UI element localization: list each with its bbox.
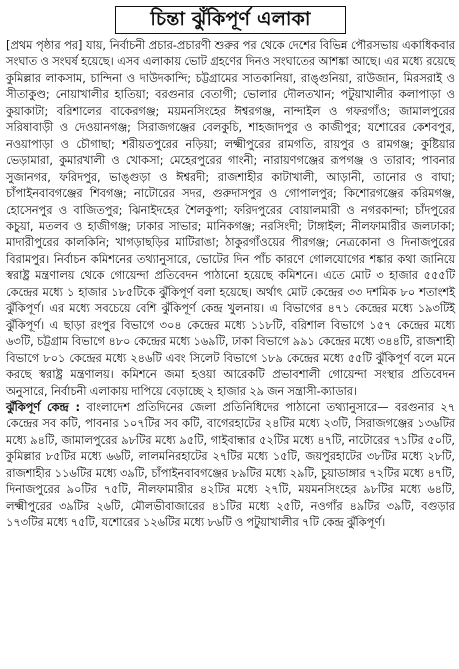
paragraph-1-text: যায়, নির্বাচনী প্রচার-প্রচারণী শুরুর পর থেকে দেশের বিভিন্ন পৌরসভায় একাধিকবার সংঘাত ও সংঘর্ষ হয়েছে। এসব এলাকায় ভোট গ্রহণের দিনও সংঘাতের আশঙ্কা আছে। এর মধ্যে রয়েছে কুমিল্লার লাকসাম, চান্দিনা ও দাউদকান্দি; চট্টগ্রামের সাতকানিয়া, রাঙ্গুনিয়া, রাউজান, মিরসরাই ও সীতাকুণ্ড; নোয়াখালীর হাতিয়া; বরগুনার বেতাগী; ভোলার দৌলতখান; পটুয়াখালীর কলাপাড়া ও কুয়াকাটা; বরিশালের বাকেরগঞ্জ; ময়মনসিংহের ঈশ্বরগঞ্জ, নান্দাইল ও গফরগাঁও; জামালপুরের সরিষাবাড়ী ও দেওয়ানগঞ্জ; সিরাজগঞ্জের বেলকুচি, শাহজাদপুর ও কাজীপুর; যশোরের কেশবপুর, নওয়াপাড়া ও চৌগাছা; শরীয়তপুরের নড়িয়া; লক্ষ্মীপুরের রামগতি, রায়পুর ও রামগঞ্জ; কুষ্টিয়ার ভেড়ামারা, কুমারখালী ও খোকসা; মেহেরপুরের গাংনী; নারায়ণগঞ্জের রূপগঞ্জ ও তারাব; পাবনার সুজানগর, ফরিদপুর, ভাঙ্গুড়া ও ঈশ্বরদী; রাজশাহীর কাটাখালী, আড়ানী, তানোর ও বাঘা; চাঁপাইনবাবগঞ্জের শিবগঞ্জ; নাটোরের সদর, গুরুদাসপুর ও গোপালপুর; কিশোরগঞ্জের করিমগঞ্জ, হোসেনপুর ও বাজিতপুর; ঝিনাইদহের শৈলকুপা; ফরিদপুরের বোয়ালমারী ও নগরকান্দা; চাঁদপুরের কচুয়া, মতলব ও হাজীগঞ্জ; ঢাকার সাভার; মানিকগঞ্জ; নরসিংদী; টাঙ্গাইল; নীলফামারীর জলঢাকা; মাদারীপুরের কালকিনি; খাগড়াছড়ির মাটিরাঙা; ঠাকুরগাঁওয়ের পীরগঞ্জ; নেত্রকোনা ও দিনাজপুরের বিরামপুর। নির্বাচন কমিশনের তথ্যানুসারে, ভোটের দিন পাঁচ কারণে গোলযোগের শঙ্কার কথা জানিয়ে স্বরাষ্ট্র মন্ত্রণালয় থেকে গোয়েন্দা প্রতিবেদন পাঠানো হয়েছে কমিশনে। এতে মোট ৩ হাজার ৫৫৫টি কেন্দ্রের মধ্যে ১ হাজার ১৮৫টিকে ঝুঁকিপূর্ণ বলা হয়েছে। অর্থাৎ মোট কেন্দ্রের ৩৩ দশমিক ৮০ শতাংশই ঝুঁকিপূর্ণ। এর মধ্যে সবচেয়ে বেশি ঝুঁকিপূর্ণ কেন্দ্র খুলনায়। এ বিভাগের ৪৭১ কেন্দ্রের মধ্যে ১৯৩টিই ঝুঁকিপূর্ণ। এ ছাড়া রংপুর বিভাগে ৩০৪ কেন্দ্রের মধ্যে ১১৮টি, বরিশাল বিভাগে ১৫৭ কেন্দ্রের মধ্যে ৬৩টি, চট্টগ্রাম বিভাগে ৪৮০ কেন্দ্রের মধ্যে ১৬৯টি, ঢাকা বিভাগে ৯৯১ কেন্দ্রের মধ্যে ৩৪৪টি, রাজশাহী বিভাগে ৮০১ কেন্দ্রের মধ্যে ২৪৬টি এবং সিলেট বিভাগে ১৮৯ কেন্দ্রের মধ্যে ৫৫টি ঝুঁকিপূর্ণ বলে মনে করছে স্বরাষ্ট্র মন্ত্রণালয়। কমিশনে জমা হওয়া আরেকটি প্রভাবশালী গোয়েন্দা সংস্থার প্রতিবেদন অনুসারে, নির্বাচনী এলাকায় দাপিয়ে বেড়াচ্ছে ২ হাজার ২৯ জন সন্ত্রাসী-ক্যাডার।	[6, 39, 455, 398]
paragraph-2-text: বাংলাদেশ প্রতিদিনের জেলা প্রতিনিধিদের পাঠানো তথ্যানুসারে— বরগুনার ২৭ কেন্দ্রের সব কটি, পাবনার ১০৭টির সব কটি, বাগেরহাটের ২৪টির মধ্যে ২৩টি, সিরাজগঞ্জের ১৩৬টির মধ্যে ৯৪টি, জামালপুরের ৯৮টির মধ্যে ৯৫টি, গাইবান্ধার ৫২টির মধ্যে ৪৭টি, নাটোরের ৭১টির ৫০টি, কুমিল্লার ৮৫টির মধ্যে ৬৬টি, লালমনিরহাটের ২৭টির মধ্যে ১৫টি, জয়পুরহাটের ৩৮টির মধ্যে ২৮টি, রাজশাহীর ১১৬টির মধ্যে ৩৯টি, চাঁপাইনবাবগঞ্জের ৮৯টির মধ্যে ২৯টি, চুয়াডাঙ্গার ৭২টির মধ্যে ৪৭টি, দিনাজপুরের ৯০টির ৭৫টি, নীলফামারীর ৪২টির মধ্যে ২৭টি, ময়মনসিংহের ৯৮টির মধ্যে ৬৪টি, লক্ষ্মীপুরের ৩৯টির ২৬টি, মৌলভীবাজারের ৪১টির মধ্যে ২৫টি, নওগাঁর ৪৯টির ৩৯টি, বগুড়ার ১৭৩টির মধ্যে ৭৫টি, যশোরের ১২৬টির মধ্যে ৮৬টি ও পটুয়াখালীর ৭টি কেন্দ্র ঝুঁকিপূর্ণ।	[6, 400, 455, 530]
headline-container	[6, 6, 455, 34]
continuation-tag: [প্রথম পৃষ্ঠার পর]	[6, 39, 83, 52]
headline: চিন্তা ঝুঁকিপূর্ণ এলাকা	[115, 6, 345, 34]
section-2-lead: ঝুঁকিপূর্ণ কেন্দ্র :	[6, 400, 81, 414]
paragraph-2	[6, 400, 455, 532]
paragraph-1	[6, 38, 455, 400]
article-body	[6, 38, 455, 532]
